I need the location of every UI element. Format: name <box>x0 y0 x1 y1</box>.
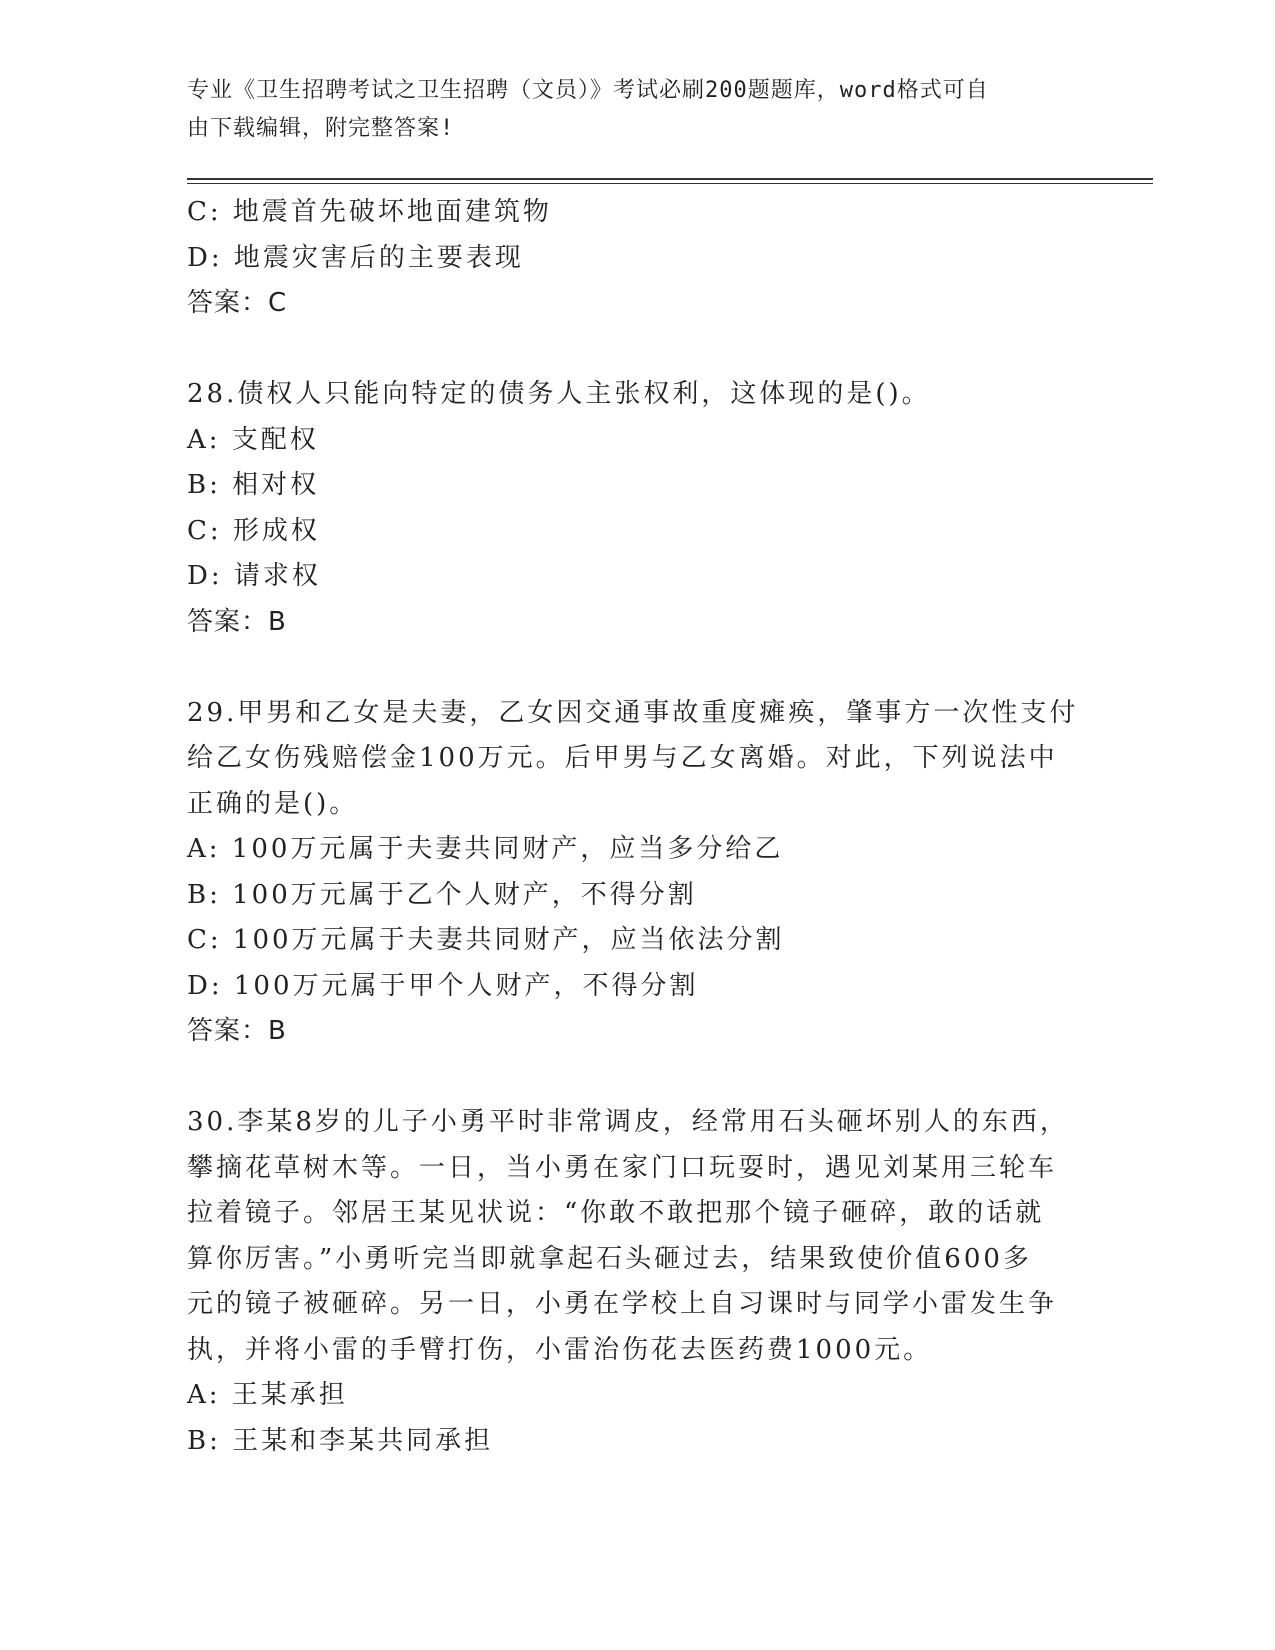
option-d: D: 请求权 <box>187 561 321 591</box>
option-b: B: 100万元属于乙个人财产，不得分割 <box>187 879 697 910</box>
question-stem-line: 给乙女伤残赔偿金100万元。后甲男与乙女离婚。对此，下列说法中 <box>187 743 1058 773</box>
document-header <box>187 72 1067 148</box>
answer-text: 答案：B <box>187 606 287 637</box>
question-stem-line: 拉着镜子。邻居王某见状说：“你敢不敢把那个镜子砸碎，敢的话就 <box>187 1198 1045 1228</box>
answer-text: 答案：C <box>187 288 288 318</box>
question-30 <box>187 1100 1087 1464</box>
question-stem-line: 正确的是()。 <box>187 788 359 819</box>
question-stem: 28.债权人只能向特定的债务人主张权利，这体现的是()。 <box>187 379 931 409</box>
option-d: D: 100万元属于甲个人财产，不得分割 <box>187 970 699 1001</box>
option-b: B: 王某和李某共同承担 <box>187 1425 494 1456</box>
question-stem-line: 元的镜子被砸碎。另一日，小勇在学校上自习课时与同学小雷发生争 <box>187 1289 1058 1319</box>
option-d: D: 地震灾害后的主要表现 <box>187 242 524 273</box>
question-28 <box>187 372 1087 645</box>
option-b: B: 相对权 <box>187 470 320 500</box>
option-a: A: 100万元属于夫妻共同财产，应当多分给乙 <box>187 834 784 864</box>
spacer <box>187 327 1087 373</box>
option-a: A: 王某承担 <box>187 1380 348 1410</box>
question-stem-line: 执，并将小雷的手臂打伤，小雷治伤花去医药费1000元。 <box>187 1334 933 1365</box>
header-divider-thin <box>187 183 1153 184</box>
question-list <box>187 190 1087 1464</box>
option-a: A: 支配权 <box>187 424 319 455</box>
question-stem-line: 算你厉害。”小勇听完当即就拿起石头砸过去，结果致使价值600多 <box>187 1243 1032 1274</box>
option-c: C: 形成权 <box>187 515 320 546</box>
header-line-2: 由下载编辑，附完整答案! <box>187 116 455 141</box>
spacer <box>187 645 1087 691</box>
question-29 <box>187 691 1087 1055</box>
question-stem-line: 29.甲男和乙女是夫妻，乙女因交通事故重度瘫痪，肇事方一次性支付 <box>187 697 1079 728</box>
question-stem-line: 30.李某8岁的儿子小勇平时非常调皮，经常用石头砸坏别人的东西， <box>187 1107 1069 1137</box>
option-c: C: 地震首先破坏地面建筑物 <box>187 197 552 227</box>
header-divider-thick <box>187 178 1153 180</box>
spacer <box>187 1055 1087 1101</box>
question-stem-line: 攀摘花草树木等。一日，当小勇在家门口玩耍时，遇见刘某用三轮车 <box>187 1152 1058 1183</box>
header-line-1: 专业《卫生招聘考试之卫生招聘（文员）》考试必刷200题题库，word格式可自 <box>187 78 989 103</box>
answer-text: 答案：B <box>187 1016 287 1046</box>
question-27-tail <box>187 190 1087 327</box>
option-c: C: 100万元属于夫妻共同财产，应当依法分割 <box>187 925 785 955</box>
